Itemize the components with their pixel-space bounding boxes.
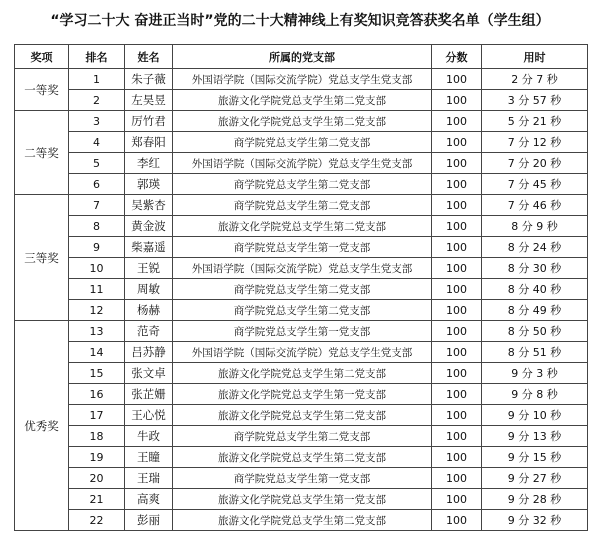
score-cell: 100 — [432, 195, 482, 216]
award-table — [14, 44, 588, 531]
name-cell: 牛政 — [125, 426, 173, 447]
score-cell: 100 — [432, 279, 482, 300]
score-cell: 100 — [432, 174, 482, 195]
rank-cell: 20 — [69, 468, 125, 489]
table-row — [15, 384, 588, 405]
name-cell: 郑春阳 — [125, 132, 173, 153]
time-cell: 8 分 9 秒 — [482, 216, 588, 237]
table-row — [15, 426, 588, 447]
table-row — [15, 174, 588, 195]
score-cell: 100 — [432, 363, 482, 384]
award-level-cell: 优秀奖 — [15, 321, 69, 531]
table-row — [15, 69, 588, 90]
rank-cell: 11 — [69, 279, 125, 300]
table-row — [15, 342, 588, 363]
name-cell: 高爽 — [125, 489, 173, 510]
table-row — [15, 489, 588, 510]
rank-cell: 16 — [69, 384, 125, 405]
name-cell: 张芷姗 — [125, 384, 173, 405]
branch-cell: 商学院党总支学生第二党支部 — [173, 279, 432, 300]
time-cell: 9 分 8 秒 — [482, 384, 588, 405]
rank-cell: 14 — [69, 342, 125, 363]
score-cell: 100 — [432, 384, 482, 405]
branch-cell: 商学院党总支学生第二党支部 — [173, 195, 432, 216]
branch-cell: 外国语学院（国际交流学院）党总支学生党支部 — [173, 69, 432, 90]
branch-cell: 旅游文化学院党总支学生第一党支部 — [173, 489, 432, 510]
rank-cell: 12 — [69, 300, 125, 321]
branch-cell: 旅游文化学院党总支学生第一党支部 — [173, 384, 432, 405]
name-cell: 吕苏静 — [125, 342, 173, 363]
branch-cell: 旅游文化学院党总支学生第二党支部 — [173, 447, 432, 468]
branch-cell: 商学院党总支学生第二党支部 — [173, 426, 432, 447]
branch-cell: 商学院党总支学生第一党支部 — [173, 468, 432, 489]
table-row — [15, 216, 588, 237]
time-cell: 3 分 57 秒 — [482, 90, 588, 111]
name-cell: 杨赫 — [125, 300, 173, 321]
name-cell: 周敏 — [125, 279, 173, 300]
table-header-row — [15, 45, 588, 69]
name-cell: 王心悦 — [125, 405, 173, 426]
name-cell: 朱子薇 — [125, 69, 173, 90]
rank-cell: 2 — [69, 90, 125, 111]
award-table-body — [15, 69, 588, 531]
score-cell: 100 — [432, 510, 482, 531]
rank-cell: 19 — [69, 447, 125, 468]
rank-cell: 5 — [69, 153, 125, 174]
award-level-cell: 二等奖 — [15, 111, 69, 195]
table-row — [15, 300, 588, 321]
score-cell: 100 — [432, 300, 482, 321]
score-cell: 100 — [432, 342, 482, 363]
rank-cell: 10 — [69, 258, 125, 279]
branch-cell: 外国语学院（国际交流学院）党总支学生党支部 — [173, 258, 432, 279]
time-cell: 8 分 51 秒 — [482, 342, 588, 363]
rank-cell: 7 — [69, 195, 125, 216]
table-row — [15, 90, 588, 111]
table-row — [15, 279, 588, 300]
time-cell: 9 分 13 秒 — [482, 426, 588, 447]
table-row — [15, 510, 588, 531]
rank-cell: 3 — [69, 111, 125, 132]
rank-cell: 21 — [69, 489, 125, 510]
table-row — [15, 363, 588, 384]
rank-cell: 9 — [69, 237, 125, 258]
name-cell: 柴嘉遥 — [125, 237, 173, 258]
time-cell: 9 分 3 秒 — [482, 363, 588, 384]
name-cell: 黄金波 — [125, 216, 173, 237]
page-title: “学习二十大 奋进正当时”党的二十大精神线上有奖知识竞答获奖名单（学生组） — [50, 13, 550, 29]
time-cell: 7 分 12 秒 — [482, 132, 588, 153]
time-cell: 7 分 46 秒 — [482, 195, 588, 216]
name-cell: 郭瑛 — [125, 174, 173, 195]
name-cell: 左昊昱 — [125, 90, 173, 111]
score-cell: 100 — [432, 69, 482, 90]
score-cell: 100 — [432, 258, 482, 279]
table-row — [15, 321, 588, 342]
table-row — [15, 132, 588, 153]
score-cell: 100 — [432, 405, 482, 426]
branch-cell: 旅游文化学院党总支学生第二党支部 — [173, 363, 432, 384]
award-level-cell: 三等奖 — [15, 195, 69, 321]
branch-cell: 旅游文化学院党总支学生第二党支部 — [173, 111, 432, 132]
branch-cell: 旅游文化学院党总支学生第二党支部 — [173, 90, 432, 111]
rank-cell: 17 — [69, 405, 125, 426]
time-cell: 8 分 40 秒 — [482, 279, 588, 300]
rank-cell: 18 — [69, 426, 125, 447]
score-cell: 100 — [432, 237, 482, 258]
header-name: 姓名 — [125, 45, 173, 69]
score-cell: 100 — [432, 426, 482, 447]
time-cell: 5 分 21 秒 — [482, 111, 588, 132]
table-row — [15, 195, 588, 216]
name-cell: 王锐 — [125, 258, 173, 279]
table-row — [15, 405, 588, 426]
score-cell: 100 — [432, 132, 482, 153]
table-row — [15, 447, 588, 468]
score-cell: 100 — [432, 321, 482, 342]
score-cell: 100 — [432, 111, 482, 132]
time-cell: 8 分 50 秒 — [482, 321, 588, 342]
branch-cell: 商学院党总支学生第二党支部 — [173, 174, 432, 195]
rank-cell: 4 — [69, 132, 125, 153]
time-cell: 9 分 10 秒 — [482, 405, 588, 426]
header-branch: 所属的党支部 — [173, 45, 432, 69]
rank-cell: 13 — [69, 321, 125, 342]
branch-cell: 旅游文化学院党总支学生第二党支部 — [173, 405, 432, 426]
rank-cell: 1 — [69, 69, 125, 90]
branch-cell: 外国语学院（国际交流学院）党总支学生党支部 — [173, 342, 432, 363]
rank-cell: 22 — [69, 510, 125, 531]
header-rank: 排名 — [69, 45, 125, 69]
rank-cell: 15 — [69, 363, 125, 384]
branch-cell: 商学院党总支学生第二党支部 — [173, 300, 432, 321]
score-cell: 100 — [432, 90, 482, 111]
header-score: 分数 — [432, 45, 482, 69]
time-cell: 8 分 24 秒 — [482, 237, 588, 258]
rank-cell: 6 — [69, 174, 125, 195]
name-cell: 吴紫杏 — [125, 195, 173, 216]
time-cell: 2 分 7 秒 — [482, 69, 588, 90]
score-cell: 100 — [432, 468, 482, 489]
time-cell: 9 分 32 秒 — [482, 510, 588, 531]
time-cell: 9 分 28 秒 — [482, 489, 588, 510]
branch-cell: 商学院党总支学生第一党支部 — [173, 237, 432, 258]
table-row — [15, 237, 588, 258]
name-cell: 李红 — [125, 153, 173, 174]
time-cell: 8 分 30 秒 — [482, 258, 588, 279]
name-cell: 范奇 — [125, 321, 173, 342]
table-row — [15, 111, 588, 132]
time-cell: 7 分 45 秒 — [482, 174, 588, 195]
score-cell: 100 — [432, 447, 482, 468]
award-level-cell: 一等奖 — [15, 69, 69, 111]
table-row — [15, 468, 588, 489]
branch-cell: 外国语学院（国际交流学院）党总支学生党支部 — [173, 153, 432, 174]
time-cell: 8 分 49 秒 — [482, 300, 588, 321]
score-cell: 100 — [432, 153, 482, 174]
branch-cell: 商学院党总支学生第二党支部 — [173, 132, 432, 153]
branch-cell: 商学院党总支学生第一党支部 — [173, 321, 432, 342]
name-cell: 王瞳 — [125, 447, 173, 468]
name-cell: 王瑞 — [125, 468, 173, 489]
score-cell: 100 — [432, 216, 482, 237]
table-row — [15, 153, 588, 174]
time-cell: 9 分 15 秒 — [482, 447, 588, 468]
branch-cell: 旅游文化学院党总支学生第二党支部 — [173, 510, 432, 531]
rank-cell: 8 — [69, 216, 125, 237]
name-cell: 张文卓 — [125, 363, 173, 384]
header-award: 奖项 — [15, 45, 69, 69]
header-time: 用时 — [482, 45, 588, 69]
time-cell: 7 分 20 秒 — [482, 153, 588, 174]
name-cell: 彭丽 — [125, 510, 173, 531]
time-cell: 9 分 27 秒 — [482, 468, 588, 489]
table-row — [15, 258, 588, 279]
branch-cell: 旅游文化学院党总支学生第二党支部 — [173, 216, 432, 237]
name-cell: 厉竹君 — [125, 111, 173, 132]
score-cell: 100 — [432, 489, 482, 510]
